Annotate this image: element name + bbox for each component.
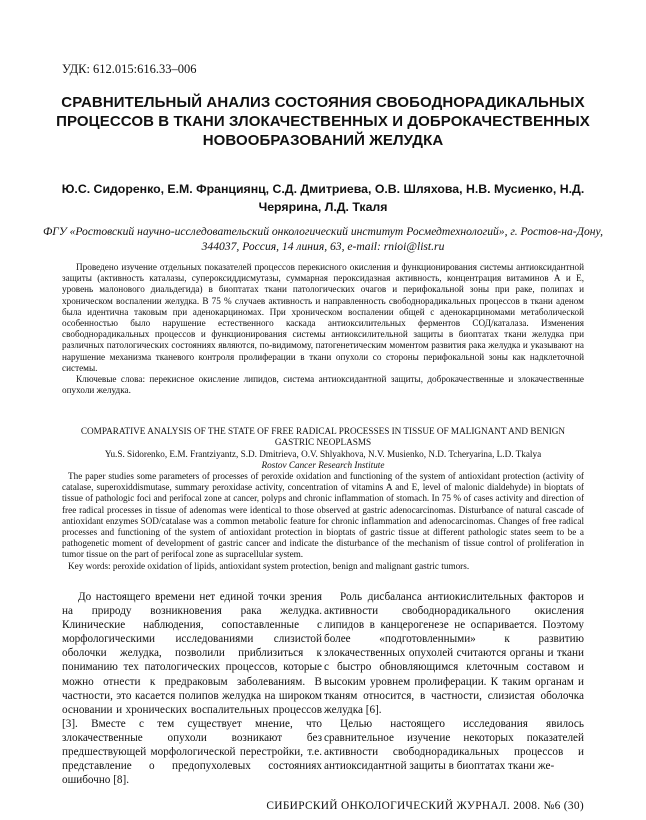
udk-code: УДК: 612.015:616.33–006 xyxy=(62,62,197,76)
abstract-english xyxy=(62,471,584,572)
abstract-russian xyxy=(62,262,584,396)
body-paragraph: Роль дисбаланса антиокислительных факторов и активности свободнорадикального окисления липидов в канцерогенезе не оспаривается. Поэтому более «подготовленными» к развитию злокачественных опухолей считаются органы и ткани с быстро обновляющимся клеточным составом и высоким уровнем пролиферации. К таким органам и тканям относится, в частности, слизистая оболочка желудка [6]. xyxy=(324,591,584,716)
article-title: СРАВНИТЕЛЬНЫЙ АНАЛИЗ СОСТОЯНИЯ СВОБОДНОРАДИКАЛЬНЫХ ПРОЦЕССОВ В ТКАНИ ЗЛОКАЧЕСТВЕННЫХ И ДОБРОКАЧЕСТВЕННЫХ НОВООБРАЗОВАНИЙ ЖЕЛУДКА xyxy=(56,94,590,149)
english-title: COMPARATIVE ANALYSIS OF THE STATE OF FREE RADICAL PROCESSES IN TISSUE OF MALIGNANT AND BENIGN GASTRIC NEOPLASMS xyxy=(80,426,566,448)
author-list: Ю.С. Сидоренко, Е.М. Франциянц, С.Д. Дмитриева, О.В. Шляхова, Н.В. Мусиенко, Н.Д. Черярина, Л.Д. Ткаля xyxy=(61,182,585,214)
abstract-en-text: The paper studies some parameters of processes of peroxide oxidation and functioning of the system of antioxidant protection (activity of catalase, superoxiddismutase, summary peroxidase activity, concentration of vitamins A and E, level of malonic dialdehyde) in bioptats of tissue of pathologic foci and perifocal zone at cancer, polyps and chronic inflammation of stomach. In 75 % of cases activity and direction of free radical processes in tissue of adenomas were identical to those observed at gastric adenocarcinomas. Disturbance of natural cascade of antioxidant enzymes SOD/catalase was a common metabolic feature for chronic inflammation and adenocarcinomas. Changes of free radical processes and functioning of the system of antioxidant protection in bioptats of gastric tissue at different pathologic states seem to be a pathogenetic moment of development of gastric cancer and indicate the disturbance of the mechanism of tissue control of proliferation in tumor tissue on the part of perifocal zone as supracellular system. xyxy=(62,471,584,560)
english-institution: Rostov Cancer Research Institute xyxy=(261,460,385,470)
body-paragraph: До настоящего времени нет единой точки зрения на природу возникновения рака желудка. Клинические наблюдения, сопоставленные с морфологическими исследованиями слизистой оболочки желудка, позволили приблизиться к пониманию тех патологических процессов, которые можно отнести к предраковым заболеваниям. В частности, это касается полипов желудка на широком основании и хронических воспалительных процессов [3]. Вместе с тем существует мнение, что злокачественные опухоли возникают без предшествующей морфологической перестройки, т.е. представление о предопухолевых состояниях ошибочно [8]. xyxy=(62,591,322,787)
body-paragraph: Целью настоящего исследования явилось сравнительное изучение некоторых показателей активности свободнорадикальных процессов и антиоксидантной защиты в биоптатах ткани же- xyxy=(324,717,584,773)
keywords-en: Key words: peroxide oxidation of lipids, antioxidant system protection, benign and malignant gastric tumors. xyxy=(68,560,470,571)
keywords-ru: Ключевые слова: перекисное окисление липидов, система антиоксидантной защиты, доброкачественные и злокачественные опухоли желудка. xyxy=(62,374,584,396)
body-column-right xyxy=(324,590,584,773)
affiliation: ФГУ «Ростовский научно-исследовательский онкологический институт Росмедтехнологий», г. Ростов-на-Дону, 344037, Россия, 14 линия, 63, e-mail: rnioi@list.ru xyxy=(42,225,604,253)
journal-footer: СИБИРСКИЙ ОНКОЛОГИЧЕСКИЙ ЖУРНАЛ. 2008. №6 (30) xyxy=(266,800,584,812)
body-column-left xyxy=(62,590,322,787)
english-authors: Yu.S. Sidorenko, E.M. Frantziyantz, S.D. Dmitrieva, O.V. Shlyakhova, N.V. Musienko, N.D. Tcheryarina, L.D. Tkalya xyxy=(104,449,542,459)
abstract-ru-text: Проведено изучение отдельных показателей процессов перекисного окисления и функционирования системы антиоксидантной защиты (активность каталазы, супероксиддисмутазы, суммарная пероксидазная активность, концентрация витаминов А и Е, уровень малонового диальдегида) в биоптатах ткани патологических очагов и перифокальной зоны при раке, полипах и хроническом воспалении желудка. В 75 % случаев активность и направленность свободнорадикальных процессов в ткани аденом была идентична таковым при аденокарциномах. При хроническом воспалении общей с аденокарциномами метаболической особенностью было нарушение естественного каскада антиоксилительных ферментов СОД/каталаза. Изменения свободнорадикальных процессов и функционирования системы антиоксилительной защиты в биоптатах ткани желудка при различных патологических состояниях являются, по-видимому, патогенетическим моментом развития рака желудка и указывают на нарушение механизма тканевого контроля пролиферации в ткани опухоли со стороны перифокальной зоны как надклеточной системы. xyxy=(62,262,584,373)
